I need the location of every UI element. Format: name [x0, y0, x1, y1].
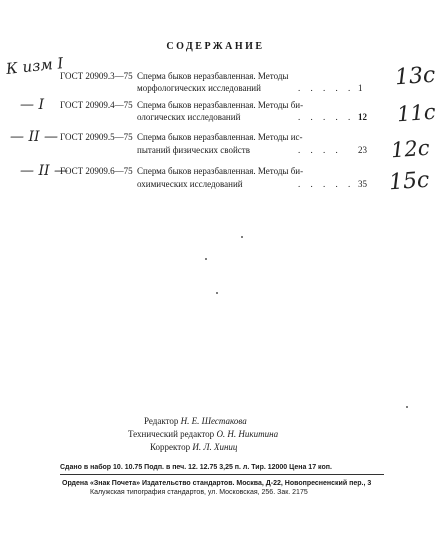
editor-label: Редактор	[144, 416, 179, 426]
scan-speck	[216, 292, 218, 294]
editor-line	[128, 415, 278, 428]
handwritten-note-right: 15с	[388, 167, 431, 196]
toc-title-continuation: пытаний физических свойств	[137, 145, 250, 155]
toc-title-continuation: охимических исследований	[137, 179, 243, 189]
toc-standard-number: ГОСТ 20909.6—75	[60, 166, 133, 176]
tech-editor-name: О. Н. Никитина	[216, 429, 279, 439]
toc-page-number: 23	[358, 145, 367, 155]
corrector-label: Корректор	[150, 442, 191, 452]
scan-speck	[241, 236, 243, 238]
toc-entry[interactable]	[60, 165, 380, 177]
toc-leader-dots: . . . . .	[298, 112, 355, 122]
credits-block	[128, 415, 278, 454]
toc-page-number: 35	[358, 179, 367, 189]
toc-leader-dots: . . . . .	[298, 83, 355, 93]
imprint-line-3: Калужская типография стандартов, ул. Московская, 256. Зак. 2175	[90, 489, 308, 496]
handwritten-note-left: — II —	[20, 163, 68, 179]
handwritten-note-right: 11с	[396, 99, 436, 127]
corrector-name: И. Л. Хиниц	[192, 442, 238, 452]
toc-title-continuation: морфологических исследований	[137, 83, 261, 93]
toc-page-number: 1	[358, 83, 363, 93]
editor-name: Н. Е. Шестакова	[180, 416, 247, 426]
toc-standard-number: ГОСТ 20909.4—75	[60, 100, 133, 110]
toc-entry-continuation	[60, 144, 380, 156]
toc-entry[interactable]	[60, 99, 380, 111]
handwritten-note-right: 12с	[390, 135, 431, 163]
toc-page-number: 12	[358, 112, 367, 122]
handwritten-note-left: — II —	[10, 129, 58, 145]
corrector-line	[128, 441, 278, 454]
imprint-line-1: Сдано в набор 10. 10.75 Подп. в печ. 12. 12.75 3,25 п. л. Тир. 12000 Цена 17 коп.	[60, 464, 332, 471]
toc-title-continuation: ологических исследований	[137, 112, 241, 122]
toc-title: Сперма быков неразбавленная. Методы би-	[137, 100, 304, 110]
toc-entry-continuation	[60, 111, 380, 123]
toc-leader-dots: . . . . .	[298, 179, 355, 189]
toc-standard-number: ГОСТ 20909.5—75	[60, 132, 133, 142]
toc-entry-continuation	[60, 178, 380, 190]
toc-title: Сперма быков неразбавленная. Методы	[137, 71, 289, 81]
contents-heading: СОДЕРЖАНИЕ	[166, 41, 265, 52]
toc-entry[interactable]	[60, 70, 380, 82]
scan-speck	[205, 258, 207, 260]
handwritten-note-left: К изм I	[5, 54, 65, 78]
toc-title: Сперма быков неразбавленная. Методы би-	[137, 166, 304, 176]
toc-standard-number: ГОСТ 20909.3—75	[60, 71, 133, 81]
toc-entry-continuation	[60, 82, 380, 94]
imprint-rule	[60, 474, 384, 475]
toc-leader-dots: . . . .	[298, 145, 342, 155]
imprint-line-2: Ордена «Знак Почета» Издательство стандартов. Москва, Д-22, Новопресненский пер., 3	[62, 480, 372, 487]
toc-title: Сперма быков неразбавленная. Методы ис-	[137, 132, 303, 142]
handwritten-note-right: 13с	[394, 62, 436, 91]
handwritten-note-left: — I	[20, 97, 44, 113]
scan-speck	[406, 406, 408, 408]
tech-editor-line	[128, 428, 278, 441]
toc-entry[interactable]	[60, 131, 380, 143]
tech-editor-label: Технический редактор	[128, 429, 215, 439]
